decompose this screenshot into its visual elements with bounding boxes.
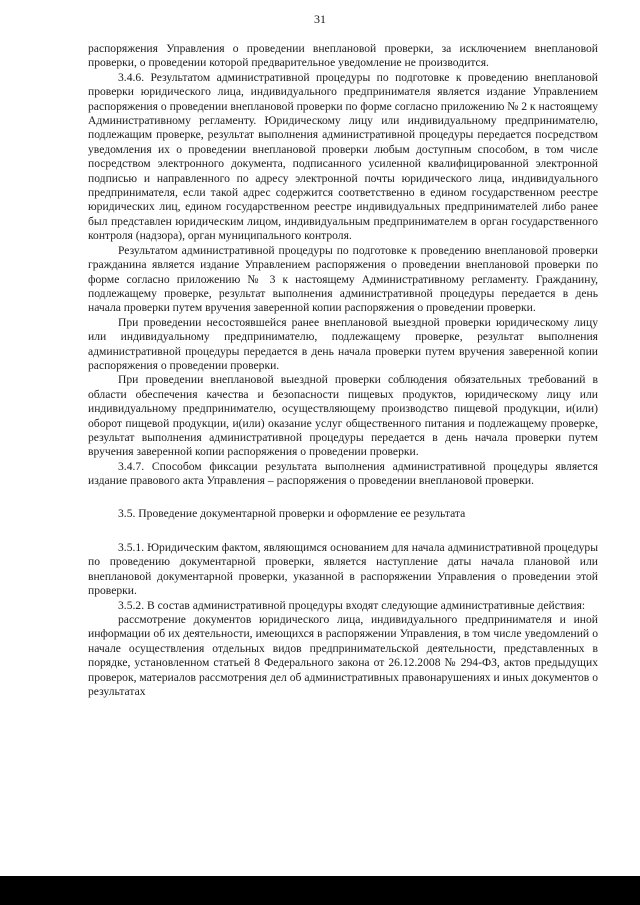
- paragraph-3-5-1: 3.5.1. Юридическим фактом, являющимся основанием для начала административной процедуры по проведению документарной проверки, является наступление даты начала плановой или внеплановой документарной проверки, указанной в распоряжении Управления о проведении этой проверки.: [88, 541, 598, 598]
- scan-bottom-border: [0, 876, 640, 905]
- paragraph-citizen-result: Результатом административной процедуры по подготовке к проведению внеплановой проверки гражданина является издание Управлением распоряжения о проведении внеплановой проверки по форме согласно приложению № 3 к настоящему Административному регламенту. Гражданину, подлежащему проверке, результат выполнения административной процедуры передается в день начала проверки путем вручения заверенной копии распоряжения о проведении проверки.: [88, 243, 598, 315]
- paragraph-food-safety: При проведении внеплановой выездной проверки соблюдения обязательных требований в области обеспечения качества и безопасности пищевых продуктов, юридическому лицу или индивидуальному предпринимателю, осуществляющему производство пищевой продукции, и(или) оборот пищевой продукции, и(или) оказание услуг общественного питания и подлежащему проверке, результат выполнения административной процедуры передается в день начала проверки путем вручения заверенной копии распоряжения о проведении проверки.: [88, 373, 598, 459]
- paragraph-3-4-7: 3.4.7. Способом фиксации результата выполнения административной процедуры является издание правового акта Управления – распоряжения о проведении внеплановой проверки.: [88, 459, 598, 488]
- paragraph-failed-inspection: При проведении несостоявшейся ранее внеплановой выездной проверки юридическому лицу или индивидуальному предпринимателю, подлежащему проверке, результат выполнения административной процедуры передается в день начала проверки путем вручения заверенной копии распоряжения о проведении проверки.: [88, 315, 598, 372]
- page-number: 31: [314, 12, 326, 26]
- paragraph-3-4-6: 3.4.6. Результатом административной процедуры по подготовке к проведению внеплановой проверки юридического лица, индивидуального предпринимателя является издание Управлением распоряжения о проведении внеплановой проверки по форме согласно приложению № 2 к настоящему Административному регламенту. Юридическому лицу или индивидуальному предпринимателю, подлежащим проверке, результат выполнения административной процедуры передается посредством уведомления их о проведении внеплановой проверки любым доступным способом, в том числе посредством электронного документа, подписанного усиленной квалифицированной электронной подписью и направленного по адресу электронной почты юридического лица, индивидуального предпринимателя, если такой адрес содержится соответственно в едином государственном реестре юридических лиц, едином государственном реестре индивидуальных предпринимателей либо ранее был представлен юридическим лицом, индивидуальным предпринимателем в орган государственного контроля (надзора), орган муниципального контроля.: [88, 70, 598, 243]
- document-body: [88, 42, 598, 699]
- paragraph-document-review: рассмотрение документов юридического лица, индивидуального предпринимателя и иной информации об их деятельности, имеющихся в распоряжении Управления, в том числе уведомлений о начале осуществления отдельных видов предпринимательской деятельности, представленных в порядке, установленном статьей 8 Федерального закона от 26.12.2008 № 294-ФЗ, актов предыдущих проверок, материалов рассмотрения дел об административных правонарушениях и иных документов о результатах: [88, 613, 598, 699]
- paragraph-continuation: распоряжения Управления о проведении внеплановой проверки, за исключением внеплановой проверки, о проведении которой предварительное уведомление не производится.: [88, 42, 598, 70]
- section-heading: 3.5. Проведение документарной проверки и оформление ее результата: [118, 506, 466, 520]
- paragraph-3-5-2: 3.5.2. В состав административной процедуры входят следующие административные действия:: [118, 598, 586, 612]
